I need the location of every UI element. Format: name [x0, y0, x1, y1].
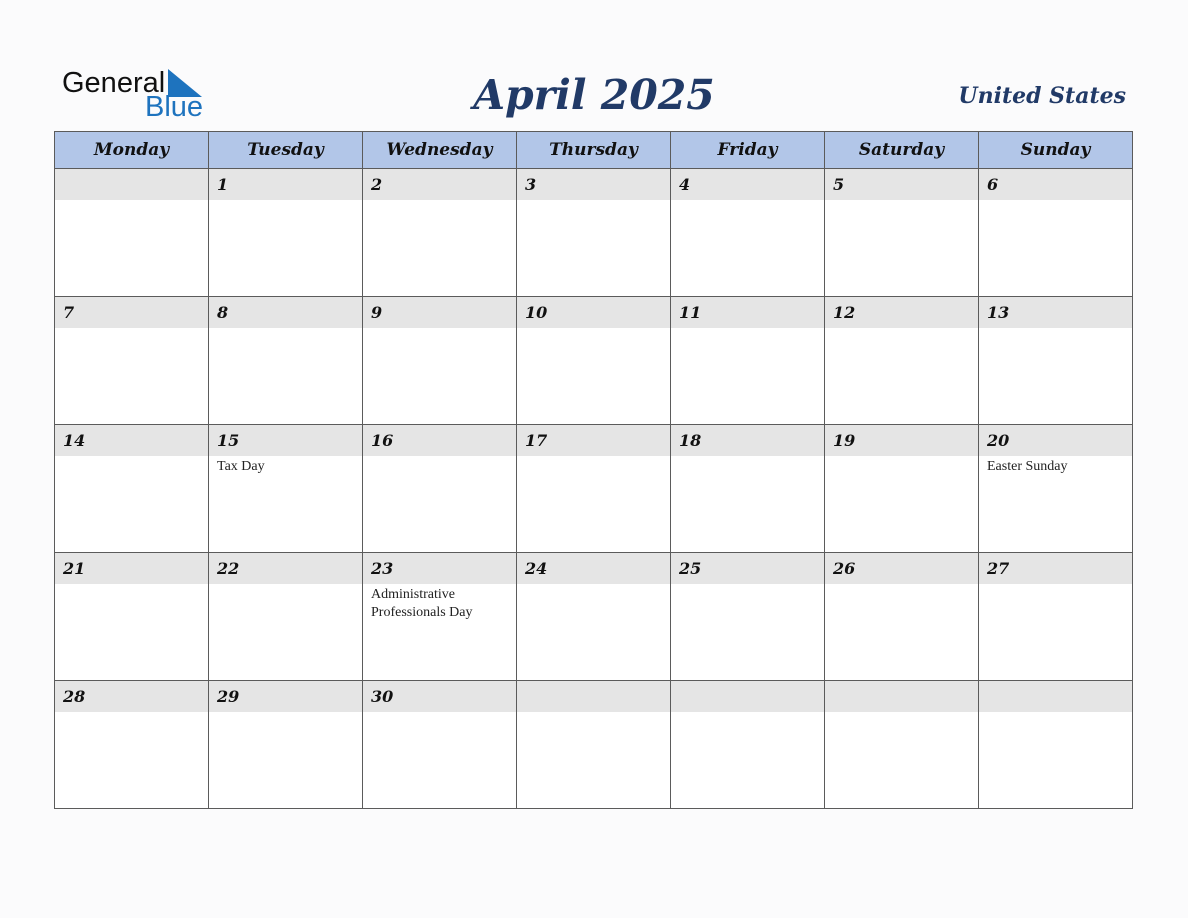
- day-number-bar: [671, 553, 824, 584]
- day-number-bar: [825, 297, 978, 328]
- day-number-bar: [55, 169, 208, 200]
- day-number-bar: [671, 681, 824, 712]
- day-cell-14[interactable]: [55, 425, 209, 553]
- day-number-bar: [825, 681, 978, 712]
- day-number-bar: [363, 169, 516, 200]
- week-row: [55, 425, 1133, 553]
- day-number-bar: [55, 425, 208, 456]
- calendar-title: April 2025: [473, 71, 715, 119]
- day-number: 4: [679, 175, 691, 194]
- day-number-bar: [517, 553, 670, 584]
- weekday-header-row: [55, 132, 1133, 169]
- day-number-bar: [979, 297, 1132, 328]
- week-row: [55, 681, 1133, 809]
- day-cell-13[interactable]: [979, 297, 1133, 425]
- day-number-bar: [517, 425, 670, 456]
- day-number-bar: [825, 553, 978, 584]
- day-number-bar: [209, 297, 362, 328]
- day-number-bar: [671, 425, 824, 456]
- day-number: 14: [63, 431, 86, 450]
- day-cell-7[interactable]: [55, 297, 209, 425]
- day-number: 22: [217, 559, 240, 578]
- day-number-bar: [55, 681, 208, 712]
- day-number: 23: [371, 559, 394, 578]
- day-number: 7: [63, 303, 75, 322]
- day-number: 16: [371, 431, 394, 450]
- day-number: 8: [217, 303, 229, 322]
- day-number: 29: [217, 687, 240, 706]
- empty-day-cell: [979, 681, 1133, 809]
- day-number-bar: [979, 425, 1132, 456]
- holiday-event: Easter Sunday: [987, 459, 1068, 474]
- weekday-header-sunday: Sunday: [979, 132, 1133, 169]
- day-number-bar: [825, 169, 978, 200]
- week-row: [55, 169, 1133, 297]
- day-cell-25[interactable]: [671, 553, 825, 681]
- weekday-header-wednesday: Wednesday: [363, 132, 517, 169]
- day-number: 26: [833, 559, 856, 578]
- day-number-bar: [209, 681, 362, 712]
- day-number: 24: [525, 559, 548, 578]
- day-number: 30: [371, 687, 394, 706]
- day-number: 3: [525, 175, 537, 194]
- day-number: 9: [371, 303, 383, 322]
- day-cell-3[interactable]: [517, 169, 671, 297]
- day-cell-26[interactable]: [825, 553, 979, 681]
- country-label: United States: [958, 83, 1126, 109]
- holiday-event: Administrative Professionals Day: [371, 587, 473, 620]
- day-cell-18[interactable]: [671, 425, 825, 553]
- day-number: 2: [371, 175, 383, 194]
- day-cell-12[interactable]: [825, 297, 979, 425]
- day-number: 15: [217, 431, 240, 450]
- day-number-bar: [363, 681, 516, 712]
- day-cell-4[interactable]: [671, 169, 825, 297]
- empty-day-cell: [825, 681, 979, 809]
- weekday-header-monday: Monday: [55, 132, 209, 169]
- day-number: 21: [63, 559, 86, 578]
- day-number-bar: [363, 425, 516, 456]
- day-cell-20[interactable]: [979, 425, 1133, 553]
- day-number-bar: [363, 297, 516, 328]
- day-number-bar: [517, 681, 670, 712]
- day-number: 6: [987, 175, 999, 194]
- day-number-bar: [209, 553, 362, 584]
- day-number-bar: [979, 681, 1132, 712]
- day-number: 25: [679, 559, 702, 578]
- day-number: 20: [987, 431, 1010, 450]
- day-cell-27[interactable]: [979, 553, 1133, 681]
- day-cell-24[interactable]: [517, 553, 671, 681]
- empty-day-cell: [517, 681, 671, 809]
- day-cell-9[interactable]: [363, 297, 517, 425]
- day-cell-21[interactable]: [55, 553, 209, 681]
- day-number: 10: [525, 303, 548, 322]
- day-number-bar: [55, 297, 208, 328]
- day-number: 18: [679, 431, 702, 450]
- day-number-bar: [363, 553, 516, 584]
- day-number-bar: [979, 553, 1132, 584]
- logo-text-blue: Blue: [145, 91, 204, 123]
- day-number: 1: [217, 175, 229, 194]
- day-number: 12: [833, 303, 856, 322]
- day-number-bar: [209, 425, 362, 456]
- day-cell-6[interactable]: [979, 169, 1133, 297]
- day-number-bar: [979, 169, 1132, 200]
- day-number: 19: [833, 431, 856, 450]
- day-number-bar: [671, 297, 824, 328]
- day-number: 13: [987, 303, 1010, 322]
- day-cell-10[interactable]: [517, 297, 671, 425]
- day-cell-19[interactable]: [825, 425, 979, 553]
- day-number-bar: [517, 297, 670, 328]
- calendar-grid: [54, 131, 1133, 809]
- day-number-bar: [517, 169, 670, 200]
- day-cell-28[interactable]: [55, 681, 209, 809]
- weekday-header-friday: Friday: [671, 132, 825, 169]
- holiday-event: Tax Day: [217, 459, 265, 474]
- day-cell-23[interactable]: [363, 553, 517, 681]
- day-cell-2[interactable]: [363, 169, 517, 297]
- day-number: 5: [833, 175, 845, 194]
- logo-text-general: General: [62, 67, 166, 99]
- day-number: 27: [987, 559, 1010, 578]
- day-cell-11[interactable]: [671, 297, 825, 425]
- weekday-header-tuesday: Tuesday: [209, 132, 363, 169]
- weekday-header-saturday: Saturday: [825, 132, 979, 169]
- day-number: 11: [679, 303, 702, 322]
- empty-day-cell: [55, 169, 209, 297]
- day-number-bar: [209, 169, 362, 200]
- day-number-bar: [671, 169, 824, 200]
- day-cell-16[interactable]: [363, 425, 517, 553]
- weekday-header-thursday: Thursday: [517, 132, 671, 169]
- day-cell-1[interactable]: [209, 169, 363, 297]
- day-cell-15[interactable]: [209, 425, 363, 553]
- day-number: 28: [63, 687, 86, 706]
- week-row: [55, 553, 1133, 681]
- empty-day-cell: [671, 681, 825, 809]
- day-cell-29[interactable]: [209, 681, 363, 809]
- day-cell-8[interactable]: [209, 297, 363, 425]
- day-number-bar: [825, 425, 978, 456]
- day-cell-17[interactable]: [517, 425, 671, 553]
- day-cell-30[interactable]: [363, 681, 517, 809]
- day-number-bar: [55, 553, 208, 584]
- day-cell-5[interactable]: [825, 169, 979, 297]
- week-row: [55, 297, 1133, 425]
- day-cell-22[interactable]: [209, 553, 363, 681]
- day-number: 17: [525, 431, 548, 450]
